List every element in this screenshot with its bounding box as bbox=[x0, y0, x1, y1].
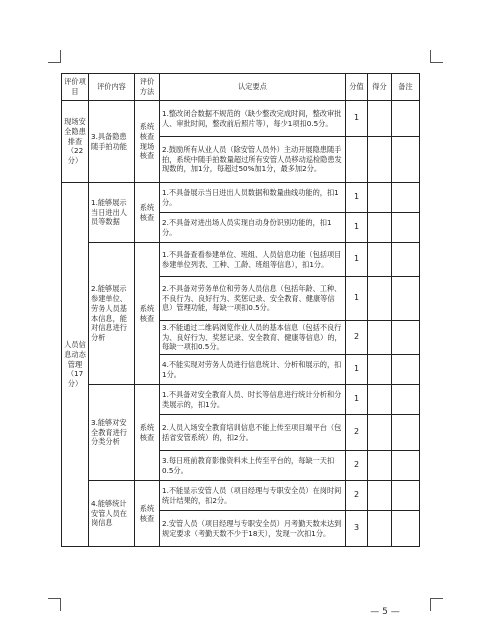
evaluation-table bbox=[61, 73, 420, 547]
remark-cell bbox=[392, 183, 420, 213]
table-header-row bbox=[62, 74, 420, 101]
criteria-point: 4.不能实现对劳务人员进行信息统计、分析和展示的，扣1分。 bbox=[160, 355, 346, 385]
eval-content: 4.能够统计安管人员在岗信息 bbox=[89, 481, 135, 547]
eval-method: 系统核查 bbox=[135, 243, 160, 385]
score-got-cell bbox=[368, 321, 392, 355]
score-value: 3 bbox=[346, 511, 368, 547]
score-got-cell bbox=[368, 101, 392, 137]
crop-mark-top-left bbox=[48, 50, 61, 63]
remark-cell bbox=[392, 213, 420, 243]
score-got-cell bbox=[368, 277, 392, 321]
score-value: 1 bbox=[346, 277, 368, 321]
score-value bbox=[346, 137, 368, 183]
score-got-cell bbox=[368, 451, 392, 481]
remark-cell bbox=[392, 101, 420, 137]
criteria-point: 2.不具备对进出场人员实现自动身份识别功能的，扣1分。 bbox=[160, 213, 346, 243]
criteria-point: 1.不具备查看参建单位、班组、人员信息功能（包括项目参建单位列表、工种、工龄、班组等信息），扣1分。 bbox=[160, 243, 346, 277]
score-value: 2 bbox=[346, 451, 368, 481]
table-row bbox=[62, 385, 420, 415]
header-remark: 备注 bbox=[392, 74, 420, 101]
table-row bbox=[62, 101, 420, 137]
eval-content: 2.能够展示参建单位、劳务人员基本信息，能对信息进行分析 bbox=[89, 243, 135, 385]
eval-method: 系统核查 bbox=[135, 183, 160, 243]
header-score: 分值 bbox=[346, 74, 368, 101]
score-got-cell bbox=[368, 213, 392, 243]
eval-content: 1.能够展示当日进出人员等数据 bbox=[89, 183, 135, 243]
criteria-point: 2.人员入场安全教育培训信息不能上传至项目端平台（包括省安管系统）的，扣2分。 bbox=[160, 415, 346, 451]
score-got-cell bbox=[368, 183, 392, 213]
remark-cell bbox=[392, 243, 420, 277]
remark-cell bbox=[392, 451, 420, 481]
score-value: 1 bbox=[346, 183, 368, 213]
score-value: 1 bbox=[346, 213, 368, 243]
criteria-point: 1.整改闭合数据不规范的（缺少整改完成时间，整改审批人、审批时间，整改前后照片等），每少1项扣0.5分。 bbox=[160, 101, 346, 137]
table-row bbox=[62, 183, 420, 213]
score-got-cell bbox=[368, 385, 392, 415]
remark-cell bbox=[392, 355, 420, 385]
criteria-point: 2.不具备对劳务单位和劳务人员信息（包括年龄、工种、不良行为、良好行为、奖惩记录、安全教育、健康等信息）管理功能，每缺一项扣0.5分。 bbox=[160, 277, 346, 321]
criteria-point: 1.不具备对安全教育人员、时长等信息进行统计分析和分类展示的，扣1分。 bbox=[160, 385, 346, 415]
score-value: 2 bbox=[346, 481, 368, 511]
header-points: 认定要点 bbox=[160, 74, 346, 101]
remark-cell bbox=[392, 385, 420, 415]
score-value: 2 bbox=[346, 321, 368, 355]
criteria-point: 2.安管人员（项目经理与专职安全员）月考勤天数未达到规定要求（考勤天数不少于18天），发现一次扣1分。 bbox=[160, 511, 346, 547]
criteria-point: 3.不能通过二维码浏览作业人员的基本信息（包括不良行为、良好行为、奖惩记录、安全教育、健康等信息）的，每缺一项扣0.5分。 bbox=[160, 321, 346, 355]
header-content: 评价内容 bbox=[89, 74, 135, 101]
table-row bbox=[62, 243, 420, 277]
eval-method: 系统核查 bbox=[135, 385, 160, 481]
header-got: 得分 bbox=[368, 74, 392, 101]
score-got-cell bbox=[368, 481, 392, 511]
score-value: 1 bbox=[346, 243, 368, 277]
score-got-cell bbox=[368, 415, 392, 451]
eval-method: 系统核查 bbox=[135, 481, 160, 547]
score-value: 1 bbox=[346, 355, 368, 385]
header-method: 评价方法 bbox=[135, 74, 160, 101]
remark-cell bbox=[392, 277, 420, 321]
crop-mark-bottom-left bbox=[48, 598, 61, 611]
criteria-point: 2.鼓励所有从业人员（除安管人员外）主动开展隐患随手拍，系统中随手拍数量超过所有安管人员移动巡检隐患发现数的，加1分，每超过50%加1分，最多加2分。 bbox=[160, 137, 346, 183]
header-item: 评价项目 bbox=[62, 74, 89, 101]
eval-content: 3.能够对安全教育进行分类分析 bbox=[89, 385, 135, 481]
score-got-cell bbox=[368, 355, 392, 385]
page-number: — 5 — bbox=[370, 607, 400, 617]
section-item: 人员信息动态管理（17分） bbox=[62, 183, 89, 547]
criteria-point: 1.不能显示安管人员（项目经理与专职安全员）在岗时间统计结果的，扣2分。 bbox=[160, 481, 346, 511]
remark-cell bbox=[392, 415, 420, 451]
score-value: 1 bbox=[346, 385, 368, 415]
score-got-cell bbox=[368, 511, 392, 547]
criteria-point: 3.每日班前教育影像资料未上传至平台的，每缺一天扣0.5分。 bbox=[160, 451, 346, 481]
remark-cell bbox=[392, 137, 420, 183]
remark-cell bbox=[392, 321, 420, 355]
section-item: 现场安全隐患排查（22分） bbox=[62, 101, 89, 183]
remark-cell bbox=[392, 481, 420, 511]
remark-cell bbox=[392, 511, 420, 547]
score-value: 2 bbox=[346, 415, 368, 451]
eval-content: 3.具备隐患随手拍功能 bbox=[89, 101, 135, 183]
crop-mark-bottom-right bbox=[430, 598, 443, 611]
score-got-cell bbox=[368, 243, 392, 277]
criteria-point: 1.不具备展示当日进出人员数据和数量曲线功能的，扣1分。 bbox=[160, 183, 346, 213]
crop-mark-top-right bbox=[430, 50, 443, 63]
table-row bbox=[62, 481, 420, 511]
score-got-cell bbox=[368, 137, 392, 183]
score-value: 1 bbox=[346, 101, 368, 137]
eval-method: 系统核查 现场核查 bbox=[135, 101, 160, 183]
